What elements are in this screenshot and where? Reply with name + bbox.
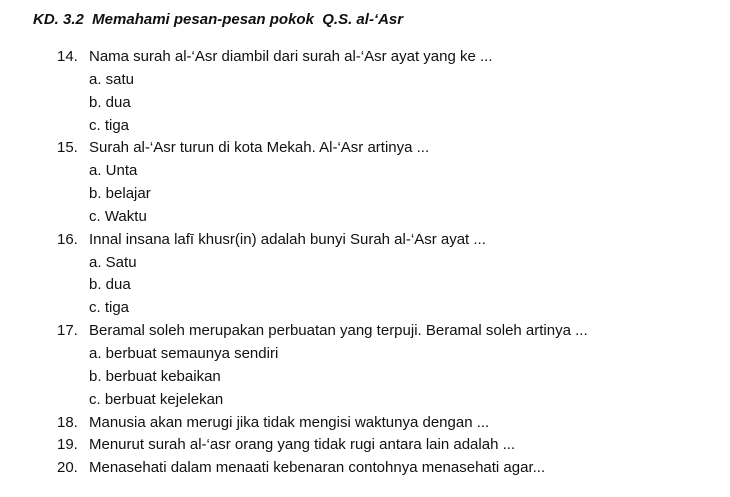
question-16-option-a (0, 252, 730, 275)
question-20 (0, 457, 730, 480)
question-number: 15. (57, 139, 78, 157)
question-text: Manusia akan merugi jika tidak mengisi waktunya dengan ... (89, 413, 490, 431)
option-text: a. berbuat semaunya sendiri (89, 344, 279, 362)
question-15-option-c (0, 206, 730, 229)
question-15-option-b (0, 183, 730, 206)
option-text: b. belajar (89, 185, 151, 203)
option-text: b. berbuat kebaikan (89, 367, 221, 385)
question-number: 14. (57, 48, 78, 65)
question-17-option-b (0, 366, 730, 389)
question-16-option-b (0, 274, 730, 297)
question-19 (0, 434, 730, 457)
question-17 (0, 320, 730, 343)
question-text: Surah al-‘Asr turun di kota Mekah. Al-‘Asr artinya ... (89, 139, 430, 157)
question-18 (0, 412, 730, 435)
question-text: Menurut surah al-‘asr orang yang tidak rugi antara lain adalah ... (89, 436, 516, 454)
option-text: c. berbuat kejelekan (89, 390, 224, 408)
question-15 (0, 137, 730, 160)
question-text: Beramal soleh merupakan perbuatan yang terpuji. Beramal soleh artinya ... (89, 322, 588, 340)
question-17-option-c (0, 389, 730, 412)
question-number: 19. (57, 436, 78, 454)
option-text: b. dua (89, 93, 131, 111)
option-text: a. Satu (89, 253, 137, 271)
option-text: c. Waktu (89, 207, 147, 225)
question-14-option-a (0, 69, 730, 92)
option-text: a. Unta (89, 162, 138, 180)
question-number: 20. (57, 459, 78, 477)
question-number: 18. (57, 413, 78, 431)
question-list (0, 46, 730, 480)
question-15-option-a (0, 160, 730, 183)
question-number: 16. (57, 230, 78, 248)
option-text: b. dua (89, 276, 131, 294)
question-text: Menasehati dalam menaati kebenaran contohnya menasehati agar... (89, 459, 546, 477)
option-text: c. tiga (89, 299, 130, 317)
question-number: 17. (57, 322, 78, 340)
question-16 (0, 229, 730, 252)
question-text: Nama surah al-‘Asr diambil dari surah al-‘Asr ayat yang ke ... (89, 48, 493, 65)
question-14 (0, 46, 730, 69)
question-14-option-c (0, 115, 730, 138)
question-16-option-c (0, 297, 730, 320)
section-heading: KD. 3.2 Memahami pesan-pesan pokok Q.S. al-‘Asr (33, 11, 404, 28)
question-17-option-a (0, 343, 730, 366)
option-text: c. tiga (89, 116, 130, 134)
question-14-option-b (0, 92, 730, 115)
question-text: Innal insana lafī khusr(in) adalah bunyi Surah al-‘Asr ayat ... (89, 230, 486, 248)
option-text: a. satu (89, 70, 135, 88)
